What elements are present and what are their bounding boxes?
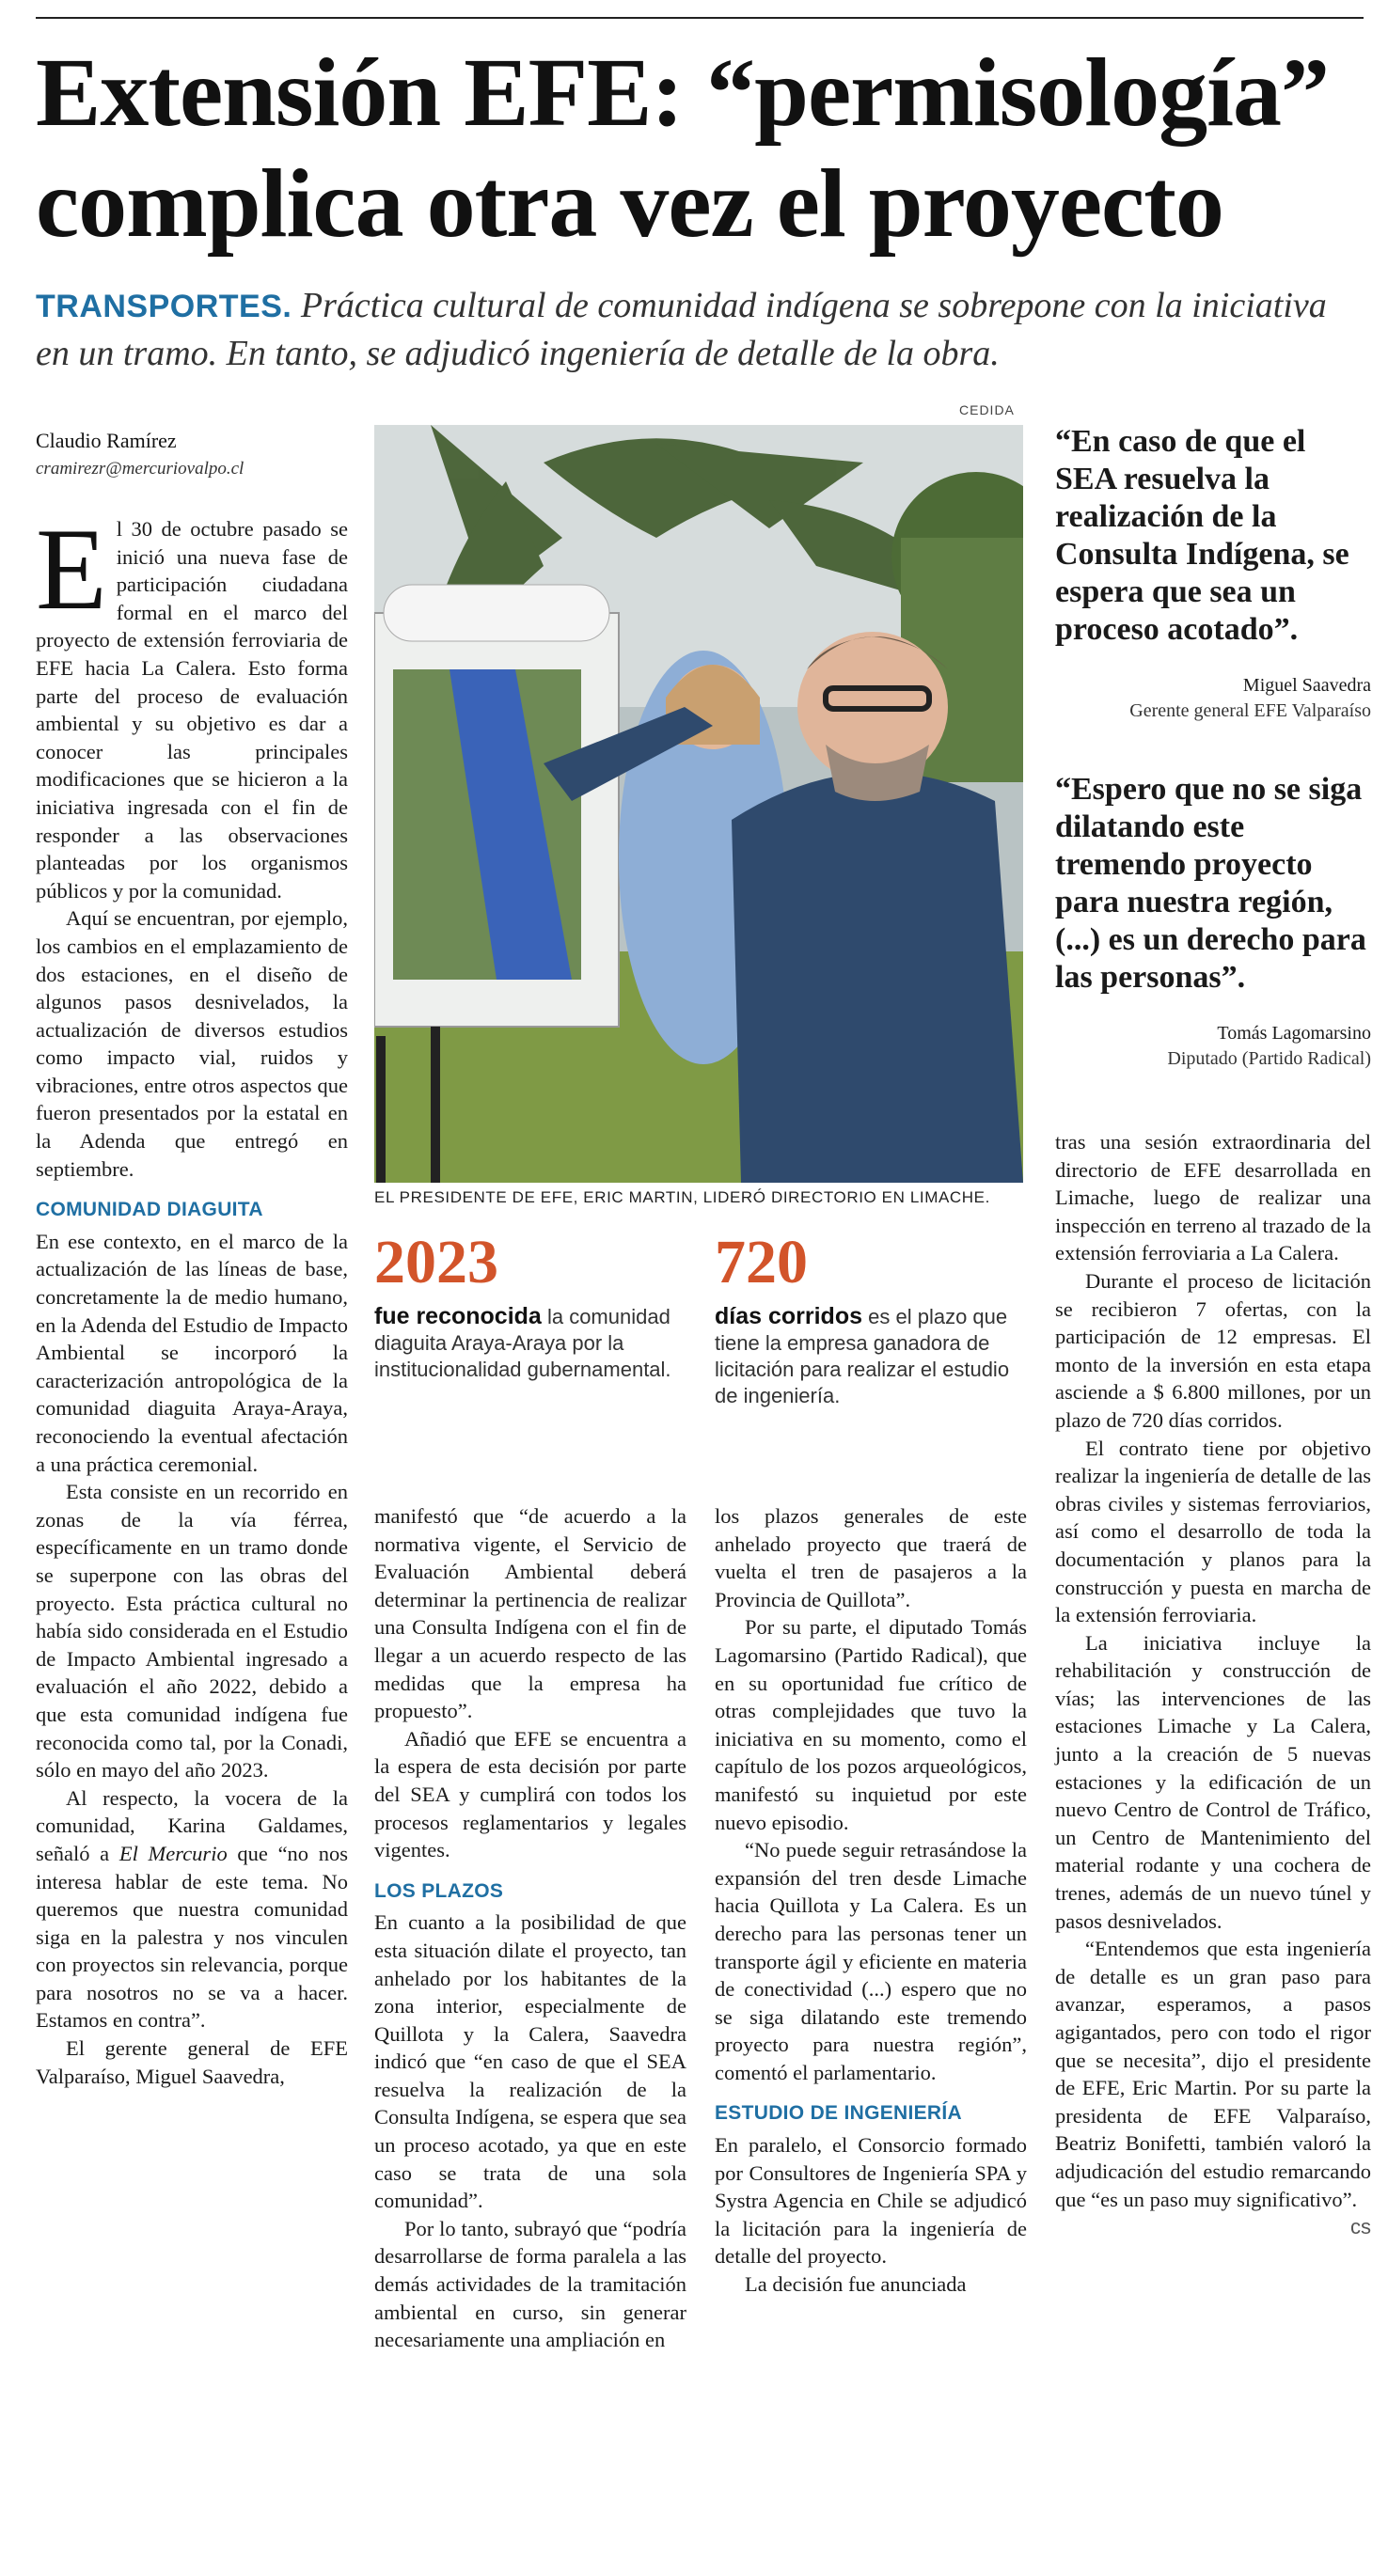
deck xyxy=(36,282,1352,377)
stat-number: 720 xyxy=(715,1228,808,1296)
paragraph: En cuanto a la posibilidad de que esta situación dilate el proyecto, tan anhelado por los habitantes de la zona interior, especialmente de Quillota y la Calera, Saavedra indicó que “en caso de que el SEA resuelva la realización de la Consulta Indígena, se espera que sea un proceso acotado, ya que en este caso se trata de una sola comunidad”. xyxy=(374,1910,686,2213)
paragraph: Durante el proceso de licitación se recibieron 7 ofertas, con la participación de 12 empresas. El monto de la inversión en esta etapa asciende a $ 6.800 millones, por un plazo de 720 días corridos. xyxy=(1055,1268,1371,1432)
article-column-3 xyxy=(715,1502,1027,2299)
quote-author: Tomás Lagomarsino xyxy=(1217,1023,1371,1044)
end-mark: cs xyxy=(1350,2215,1371,2239)
stat-description: fue reconocida la comunidad diaguita Araya-Araya por la institucionalidad gubernamental. xyxy=(374,1303,671,1381)
paragraph: Por su parte, el diputado Tomás Lagomarsino (Partido Radical), que en su oportunidad fue crítico de otras complejidades que tuvo la iniciativa en su momento, como el capítulo de los pozos arqueológicos, manifestó su inquietud por este nuevo episodio. xyxy=(715,1615,1027,1834)
paragraph: tras una sesión extraordinaria del directorio de EFE desarrollada en Limache, luego de realizar una inspección en terreno al trazado de la extensión ferroviaria a La Calera. xyxy=(1055,1130,1371,1265)
paragraph: El gerente general de EFE Valparaíso, Miguel Saavedra, xyxy=(36,2036,348,2088)
article-column-4 xyxy=(1055,1128,1371,2241)
paragraph: El contrato tiene por objetivo realizar la ingeniería de detalle de las obras civiles y sistemas ferroviarios, así como el desarrollo de toda la documentación y planos para la construcción y puesta en marcha de la extensión ferroviaria. xyxy=(1055,1436,1371,1627)
paragraph: Por lo tanto, subrayó que “podría desarrollarse de forma paralela a las demás actividades de la tramitación ambiental en curso, sin generar necesariamente una ampliación en xyxy=(374,2216,686,2352)
paragraph: Esta consiste en un recorrido en zonas de la vía férrea, específicamente en un tramo donde se superpone con las obras del proyecto. Esta práctica cultural no había sido considerada en el Estudio de Impacto Ambiental ingresado a evaluación el año 2022, debido a que esta comunidad indígena fue reconocida como tal, por la Conadi, sólo en mayo del año 2023. xyxy=(36,1480,348,1783)
quote-author: Miguel Saavedra xyxy=(1242,675,1371,696)
pull-quote-saavedra xyxy=(1055,423,1371,722)
quote-role: Diputado (Partido Radical) xyxy=(1167,1048,1371,1069)
paragraph: Al respecto, la vocera de la comunidad, Karina Galdames, señaló a El Mercurio que “no nos interesa hablar de este tema. No queremos que nuestra comunidad siga en la palestra y nos vinculen con proyectos sin relevancia, porque para nosotros no se va a hacer. Estamos en contra”. xyxy=(36,1785,349,2033)
paragraph: En ese contexto, en el marco de la actualización de las líneas de base, concretamente la de medio humano, en la Adenda del Estudio de Impacto Ambiental se incorporó la caracterización antropológica de la comunidad diaguita Araya-Araya, reconociendo la eventual afectación a una práctica ceremonial. xyxy=(36,1229,348,1476)
paragraph: La iniciativa incluye la rehabilitación y construcción de vías; las intervenciones de las estaciones Limache y La Calera, junto a la creación de 5 nuevas estaciones y la edificación de un nuevo Centro de Control de Tráfico, un Centro de Mantenimiento del material rodante y una cochera de trenes, además de un nuevo túnel y pasos desnivelados. xyxy=(1055,1630,1371,1933)
author-name: Claudio Ramírez xyxy=(36,429,177,452)
paragraph: Aquí se encuentran, por ejemplo, los cambios en el emplazamiento de dos estaciones, en el diseño de algunos pasos desnivelados, la actualización de diversos estudios como impacto vial, ruidos y vibraciones, entre otros aspectos que fueron presentados por la estatal en la Adenda que entregó en septiembre. xyxy=(36,906,348,1181)
photo-illustration xyxy=(374,425,1023,1183)
article-column-1 xyxy=(36,505,349,2090)
paragraph: En paralelo, el Consorcio formado por Consultores de Ingeniería SPA y Systra Agencia en Chile se adjudicó la licitación para la ingeniería de detalle del proyecto. xyxy=(715,2133,1027,2269)
byline xyxy=(36,429,346,479)
paragraph: los plazos generales de este anhelado proyecto que traerá de vuelta el tren de pasajeros a la Provincia de Quillota”. xyxy=(715,1504,1027,1611)
pull-quote-lagomarsino xyxy=(1055,771,1371,1070)
subhead-plazos: LOS PLAZOS xyxy=(374,1879,504,1902)
photo-credit: CEDIDA xyxy=(959,402,1015,417)
quote-role: Gerente general EFE Valparaíso xyxy=(1129,700,1371,721)
quote-text: “En caso de que el SEA resuelva la realización de la Consulta Indígena, se espera que sea un proceso acotado”. xyxy=(1055,424,1349,647)
headline: Extensión EFE: “permisología” complica otra vez el proyecto xyxy=(36,39,1330,258)
article-column-2 xyxy=(374,1502,686,2354)
paragraph: La decisión fue anunciada xyxy=(745,2272,967,2297)
paragraph: Añadió que EFE se encuentra a la espera de esta decisión por parte del SEA y cumplirá con todos los procesos reglamentarios y legales vigentes. xyxy=(374,1726,686,1862)
stat-number: 2023 xyxy=(374,1228,498,1296)
paragraph: manifestó que “de acuerdo a la normativa vigente, el Servicio de Evaluación Ambiental deberá determinar la pertinencia de realizar una Consulta Indígena con el fin de llegar a un acuerdo respecto de las medidas que la empresa ha propuesto”. xyxy=(374,1504,686,1723)
drop-cap: E xyxy=(36,505,107,634)
author-email[interactable]: cramirezr@mercuriovalpo.cl xyxy=(36,459,244,479)
section-kicker: TRANSPORTES. xyxy=(36,289,292,324)
quote-text: “Espero que no se siga dilatando este tremendo proyecto para nuestra región, (...) es un derecho para las personas”. xyxy=(1055,772,1366,995)
subhead-comunidad: COMUNIDAD DIAGUITA xyxy=(36,1199,263,1221)
paragraph: “No puede seguir retrasándose la expansión del tren desde Limache hacia Quillota y La Calera. Es un derecho para las personas tener un transporte ágil y eficiente en materia de conectividad (...) espero que no se siga dilatando este tremendo proyecto para nuestra región”, comentó el parlamentario. xyxy=(715,1838,1027,2084)
photo xyxy=(374,425,1023,1183)
top-rule xyxy=(36,17,1364,19)
paragraph: “Entendemos que esta ingeniería de detalle es un gran paso para avanzar, esperamos, a pasos agigantados, pero con todo el rigor que se necesita”, dijo el presidente de EFE, Eric Martin. Por su parte la presidenta de EFE Valparaíso, Beatriz Bonifetti, también valoró la adjudicación del estudio remarcando que “es un paso muy significativo”. xyxy=(1055,1937,1371,2211)
photo-caption: EL PRESIDENTE DE EFE, ERIC MARTIN, LIDERÓ DIRECTORIO EN LIMACHE. xyxy=(374,1188,990,1206)
subhead-estudio: ESTUDIO DE INGENIERÍA xyxy=(715,2102,962,2125)
stat-block-2023 xyxy=(374,1228,685,1383)
stat-block-720 xyxy=(715,1228,1025,1409)
stat-description: días corridos es el plazo que tiene la empresa ganadora de licitación para realizar el estudio de ingeniería. xyxy=(715,1303,1010,1407)
first-paragraph: El 30 de octubre pasado se inició una nueva fase de participación ciudadana formal en el marco del proyecto de extensión ferroviaria de EFE hacia La Calera. Esto forma parte del proceso de evaluación ambiental y su objetivo es dar a conocer las principales modificaciones que se hicieron a la iniciativa ingresada con el fin de responder a las observaciones planteadas por los organismos públicos y por la comunidad. xyxy=(36,505,348,903)
deck-text: Práctica cultural de comunidad indígena se sobrepone con la iniciativa en un tramo. En tanto, se adjudicó ingeniería de detalle de la obra. xyxy=(36,286,1327,373)
